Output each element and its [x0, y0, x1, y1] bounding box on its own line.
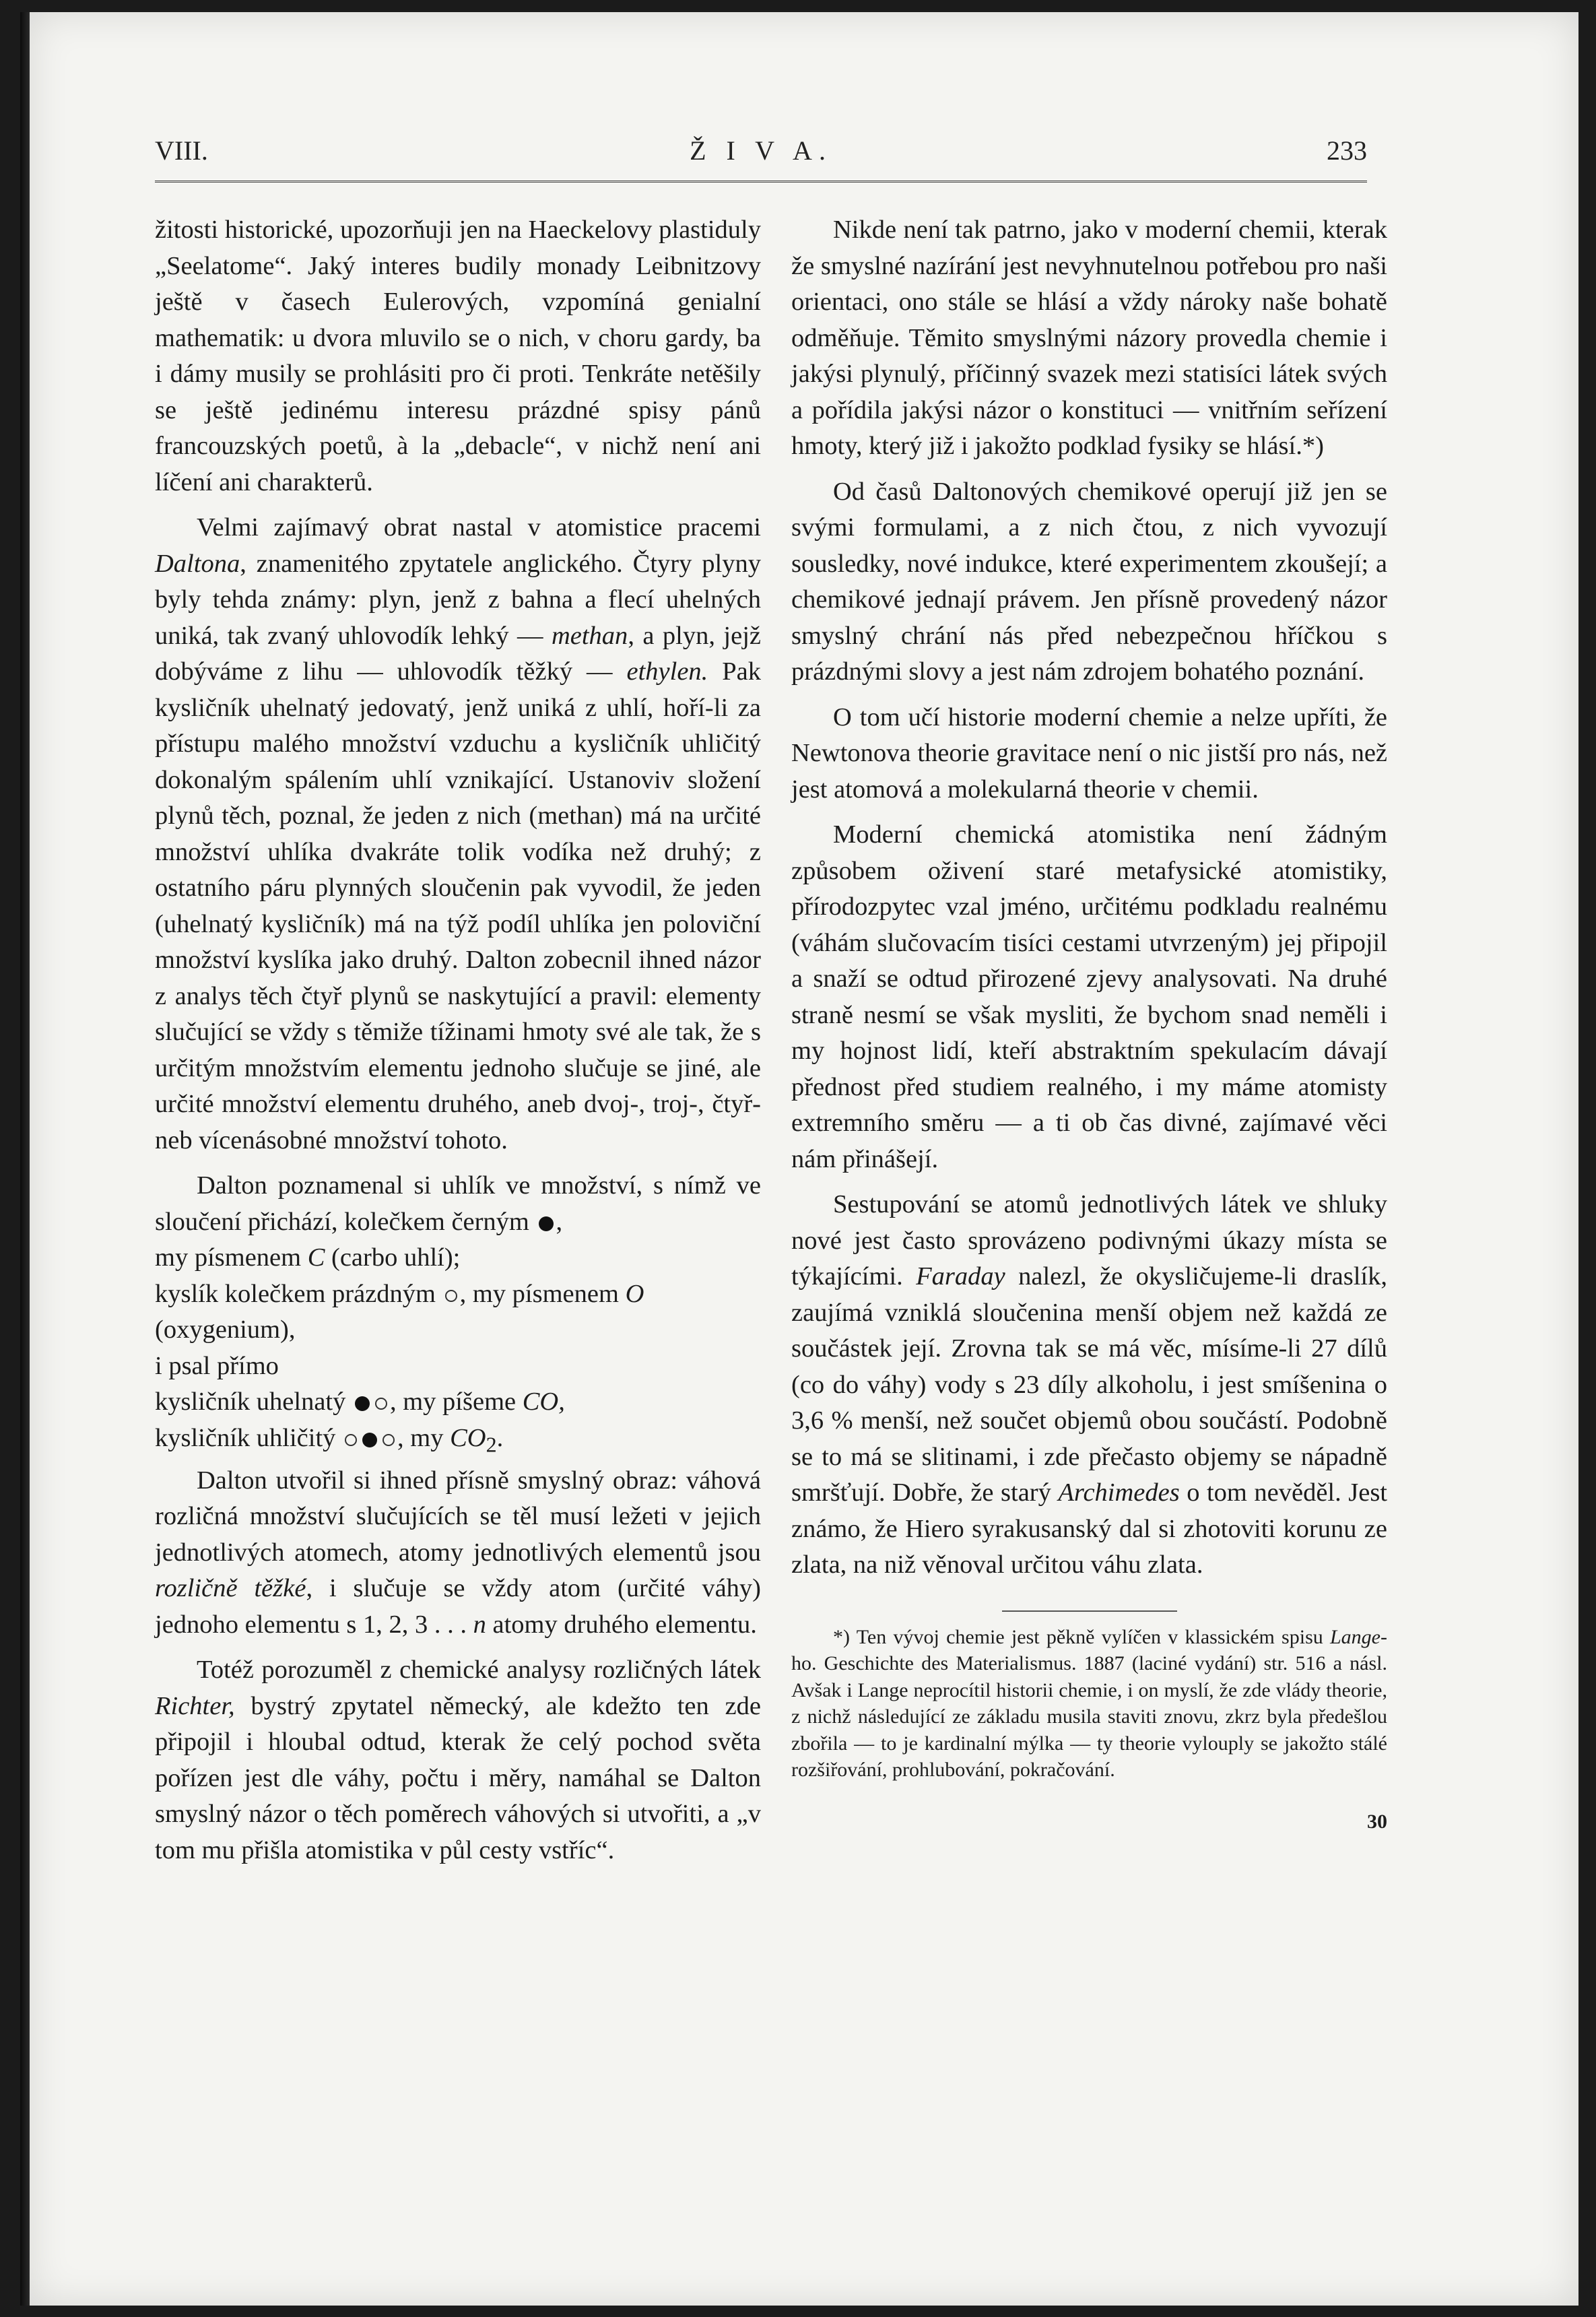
- paragraph: žitosti historické, upozorňuji jen na Haeckelovy plastiduly „Seelatome“. Jaký interes budily monady Leibnitzovy ještě v časech Eulerových, vzpomíná genialní mathematik: u dvora mluvilo se o nich, v choru gardy, ba i dámy musily se prohlásiti pro či proti. Tenkráte netěšily se ještě jedinému interesu prázdné spisy pánů francouzských poetů, à la „debacle“, v nichž není ani líčení ani charakterů.: [155, 216, 761, 496]
- running-header: [155, 135, 1367, 175]
- name-dalton: Daltona: [155, 549, 240, 578]
- filled-circle-icon: [355, 1396, 370, 1411]
- formula-co2: kysličník uhličitý , my $CO_2$.: [155, 1423, 504, 1457]
- volume-number: VIII.: [155, 135, 208, 166]
- text-line: my písmenem C (carbo uhlí);: [155, 1243, 461, 1272]
- paragraph: Nikde není tak patrno, jako v moderní chemii, kterak že smyslné nazírání jest nevyhnutelnou potřebou pro naši orientaci, ono stále se hlásí a vždy nároky naše bohatě odměňuje. Těmito smyslnými názory provedla chemie i jakýsi plynulý, příčinný svazek mezi statisíci látek svých a pořídila jakýsi názor o konstituci — vnitřním seřízení hmoty, který již i jakožto podklad fysiky se hlásí.*): [791, 216, 1387, 460]
- paragraph: Dalton utvořil si ihned přísně smyslný obraz: váhová rozličná množství slučujících se těl musí ležeti v jejich jednotlivých atomech, atomy jednotlivých elementů jsou rozličně těžké, i slučuje se vždy atom (určité váhy) jednoho elementu s 1, 2, 3 . . . n atomy druhého elementu.: [155, 1466, 761, 1639]
- right-column: [791, 212, 1387, 1839]
- text-line: kyslík kolečkem prázdným , my písmenem O: [155, 1279, 644, 1308]
- footnote-rule: [1002, 1610, 1177, 1612]
- filled-circle-icon: [362, 1433, 377, 1447]
- filled-circle-icon: [539, 1216, 554, 1231]
- name-lange: Lange: [1330, 1625, 1381, 1648]
- sheet-number: 30: [1367, 1810, 1387, 1833]
- empty-circle-icon: [375, 1398, 387, 1410]
- empty-circle-icon: [445, 1290, 457, 1302]
- term-methan: methan: [551, 621, 628, 650]
- empty-circle-icon: [383, 1434, 395, 1446]
- paragraph: Dalton poznamenal si uhlík ve množství, s nímž ve sloučení přichází, kolečkem černým ,: [155, 1171, 761, 1236]
- paragraph: Velmi zajímavý obrat nastal v atomistice pracemi Daltona, znamenitého zpytatele anglického. Čtyry plyny byly tehda známy: plyn, jenž z bahna a flecí uhelných uniká, tak zvaný uhlovodík lehký — methan, a plyn, jejž dobýváme z lihu — uhlovodík těžký — ethylen. Pak kysličník uhelnatý jedovatý, jenž uniká z uhlí, hoří-li za přístupu malého množství vzduchu a kysličník uhličitý dokonalým spálením uhlí vznikající. Ustanoviv složení plynů těch, poznal, že jeden z nich (methan) má na určité množství uhlíka dvakráte tolik vodíka než druhý; z ostatního páru plynných sloučenin pak vyvodil, že jeden (uhelnatý kysličník) má na týž podíl uhlíka jen poloviční množství kyslíka jako druhý. Dalton zobecnil ihned názor z analys těch čtyř plynů se naskytující a pravil: elementy slučující se vždy s těmiže tížinami hmoty své ale tak, že s určitým množstvím elementu jednoho slučuje se jiné, ale určité množství elementu druhého, aneb dvoj-, troj-, čtyř- neb vícenásobné množství tohoto.: [155, 513, 762, 1154]
- header-rule: [155, 181, 1367, 183]
- text-line: (oxygenium),: [155, 1315, 296, 1344]
- paragraph: O tom učí historie moderní chemie a nelze upříti, že Newtonova theorie gravitace není o nic jistší pro nás, než jest atomová a molekularná theorie v chemii.: [791, 703, 1387, 804]
- name-archimedes: Archimedes: [1058, 1478, 1180, 1507]
- empty-circle-icon: [345, 1434, 357, 1446]
- name-richter: Richter,: [155, 1691, 235, 1720]
- page-number: 233: [1327, 135, 1367, 166]
- name-faraday: Faraday: [916, 1262, 1005, 1291]
- footnote: *) Ten vývoj chemie jest pěkně vylíčen v klassickém spisu Lange-ho. Geschichte des Materialismus. 1887 (laciné vydání) str. 516 a násl. Avšak i Lange neprocítil historii chemie, i on myslí, že zde vlády theorie, z nichž následující ze základu musila staviti znovu, zkrz byla předešlou zbořila — to je kardinalní mýlka — ty theorie vylouply se jakožto stálé rozšiřování, prohlubování, pokračování.: [791, 1625, 1387, 1781]
- text-line: i psal přímo: [155, 1351, 279, 1380]
- paragraph: Od časů Daltonových chemikové operují již jen se svými formulami, a z nich čtou, z nich vyvozují sousledky, nové indukce, které experimentem zkoušejí; a chemikové jednají právem. Jen přísně provedený názor smyslný chrání nás před nebezpečnou hříčkou s prázdnými slovy a jest nám zdrojem bohatého poznání.: [791, 477, 1387, 686]
- paragraph: Moderní chemická atomistika není žádným způsobem oživení staré metafysické atomistiky, přírodozpytec vzal jméno, určitému podkladu realnému (váhám slučovacím tisíci cestami utvrzeným) jej připojil a snaží se odtud přirozené zjevy analysovati. Na druhé straně nesmí se však mysliti, že bychom snad neměli i my hojnost lidí, kteří abstraktním spekulacím dávají přednost před studiem realného, i my máme atomisty extremního směru — a ti ob čas divné, zajímavé věci nám přinášejí.: [791, 820, 1387, 1173]
- scan-left-edge: [20, 12, 30, 2306]
- journal-title: Ž I V A.: [690, 135, 832, 166]
- paragraph: Sestupování se atomů jednotlivých látek ve shluky nové jest často sprovázeno podivnými úkazy místa se týkajícími. Faraday nalezl, že okysličujeme-li draslík, zaujímá vzniklá sloučenina menší objem než každá ze součástek její. Zrovna tak se má věc, mísíme-li 27 dílů (co do váhy) vody s 23 díly alkoholu, i jest smíšenina o 3,6 % menší, než součet objemů obou součástí. Podobně se to má se slitinami, i zde přečasto objemy se nápadně smršťují. Dobře, že starý Archimedes o tom nevěděl. Jest známo, že Hiero syrakusanský dal si zhotoviti korunu ze zlata, na niž věnoval určitou váhu zlata.: [791, 1190, 1387, 1579]
- term-ethylen: ethylen.: [626, 657, 708, 686]
- formula-co: kysličník uhelnatý , my píšeme CO,: [155, 1388, 565, 1416]
- paragraph: Totéž porozuměl z chemické analysy rozličných látek Richter, bystrý zpytatel německý, ale kdežto ten zde připojil i hloubal odtud, kterak že celý pochod světa pořízen jest dle váhy, počtu i měry, namáhal se Dalton smyslný názor o těch poměrech váhových si utvořiti, a „v tom mu přišla atomistika v půl cesty vstříc“.: [155, 1656, 761, 1864]
- left-column: [155, 212, 761, 1868]
